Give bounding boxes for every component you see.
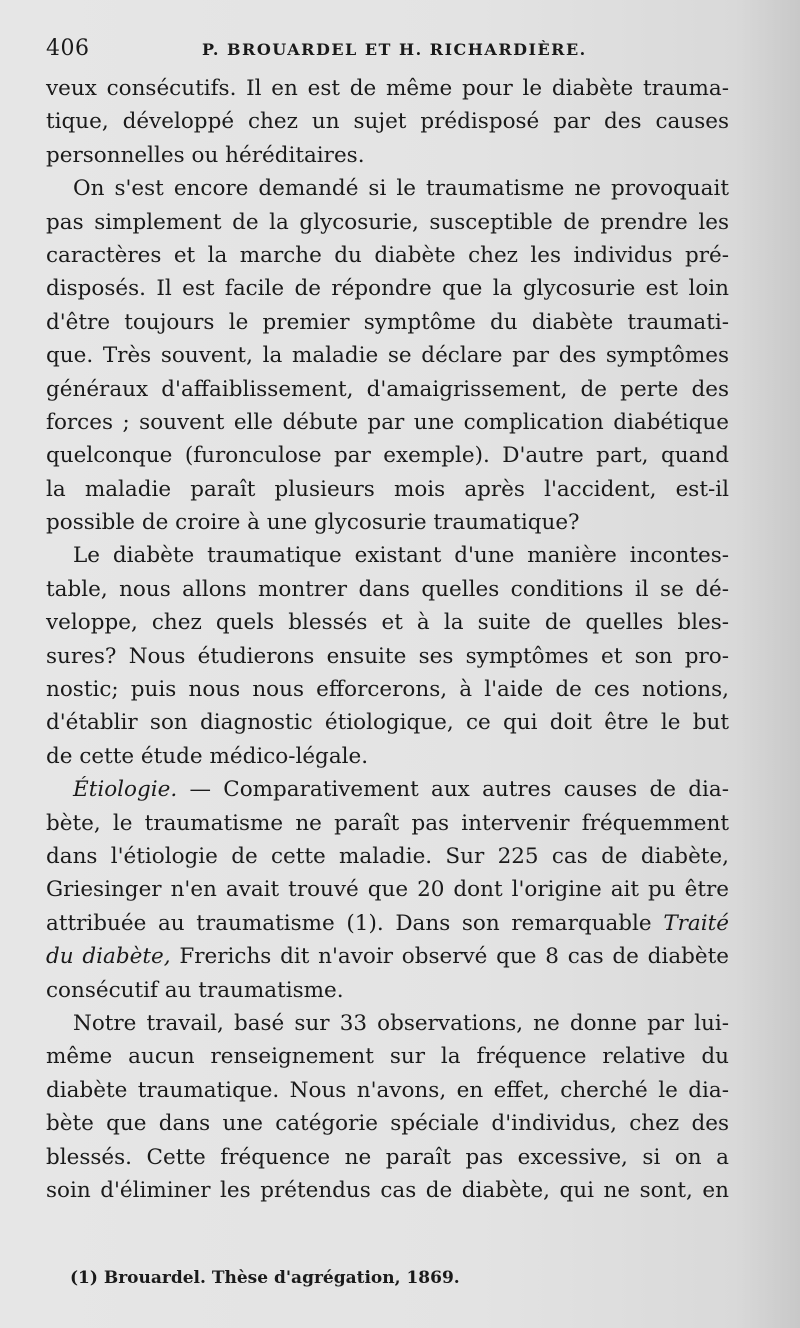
text-line [46,974,729,1007]
text-line [46,873,729,906]
text-line [46,439,729,472]
line-text: Frerichs dit n'avoir observé que 8 cas de diabète [170,944,729,970]
line-text: tique, développé chez un sujet prédisposé par des causes [46,109,729,135]
text-line [46,105,729,138]
line-text: quelconque (furonculose par exemple). D'autre part, quand [46,443,729,469]
text-line [46,306,729,339]
page-number: 406 [46,36,90,61]
line-text: même aucun renseignement sur la fréquence relative du [46,1044,729,1070]
text-line [46,272,729,305]
text-line [46,139,729,172]
line-text: disposés. Il est facile de répondre que la glycosurie est loin [46,276,729,302]
text-line [46,506,729,539]
line-text: bète que dans une catégorie spéciale d'individus, chez des [46,1111,729,1137]
text-line [46,539,729,572]
line-text: d'être toujours le premier symptôme du diabète traumati- [46,309,729,335]
line-text: diabète traumatique. Nous n'avons, en effet, cherché le dia- [46,1077,729,1103]
line-text: Le diabète traumatique existant d'une manière incontes- [73,543,729,569]
line-text: blessés. Cette fréquence ne paraît pas excessive, si on a [46,1144,729,1170]
text-line [46,473,729,506]
text-line [46,1007,729,1040]
line-text: d'établir son diagnostic étiologique, ce qui doit être le but [46,710,729,736]
line-text: Notre travail, basé sur 33 observations, ne donne par lui- [73,1010,729,1036]
line-text: attribuée au traumatisme (1). Dans son remarquable [46,910,664,936]
line-text: sures? Nous étudierons ensuite ses symptômes et son pro- [46,643,729,669]
line-text: — Comparativement aux autres causes de dia- [177,777,729,803]
text-line [46,773,729,806]
text-line [46,1040,729,1073]
text-line [46,706,729,739]
text-line [46,406,729,439]
text-line [46,673,729,706]
line-text: nostic; puis nous nous efforcerons, à l'aide de ces notions, [46,677,729,703]
line-text: On s'est encore demandé si le traumatisme ne provoquait [73,176,729,202]
text-line [46,1174,729,1207]
body-text [46,72,729,1207]
line-text: forces ; souvent elle débute par une complication diabétique [46,409,729,435]
text-line [46,740,729,773]
text-line [46,172,729,205]
line-text: consécutif au traumatisme. [46,977,344,1003]
line-text: caractères et la marche du diabète chez les individus pré- [46,242,729,268]
text-line [46,1074,729,1107]
line-text: la maladie paraît plusieurs mois après l'accident, est-il [46,476,729,502]
line-text: veux consécutifs. Il en est de même pour le diabète trauma- [46,76,729,101]
italic-text: Étiologie. [73,777,178,803]
text-line [46,72,729,105]
footnote: (1) Brouardel. Thèse d'agrégation, 1869. [70,1268,460,1288]
page-header [46,36,728,70]
text-line [46,807,729,840]
line-text: bète, le traumatisme ne paraît pas intervenir fréquemment [46,810,729,836]
text-line [46,1141,729,1174]
line-text: soin d'éliminer les prétendus cas de diabète, qui ne sont, en [46,1177,729,1203]
line-text: généraux d'affaiblissement, d'amaigrissement, de perte des [46,376,729,402]
text-line [46,1107,729,1140]
line-text: pas simplement de la glycosurie, susceptible de prendre les [46,209,729,235]
line-text: de cette étude médico-légale. [46,743,369,769]
line-text: dans l'étiologie de cette maladie. Sur 225 cas de diabète, [46,843,729,869]
text-line [46,640,729,673]
line-text: personnelles ou héréditaires. [46,142,365,168]
text-line [46,940,729,973]
line-text: possible de croire à une glycosurie traumatique? [46,510,580,536]
line-text: que. Très souvent, la maladie se déclare par des symptômes [46,343,729,369]
text-line [46,573,729,606]
line-text: table, nous allons montrer dans quelles conditions il se dé- [46,576,729,602]
italic-text: Traité [663,910,729,936]
line-text: Griesinger n'en avait trouvé que 20 dont l'origine ait pu être [46,877,729,903]
text-line [46,840,729,873]
text-line [46,907,729,940]
text-line [46,373,729,406]
italic-text: du diabète, [46,944,171,970]
running-head: P. BROUARDEL ET H. RICHARDIÈRE. [202,40,587,59]
text-line [46,606,729,639]
text-line [46,239,729,272]
text-line [46,339,729,372]
text-line [46,206,729,239]
line-text: veloppe, chez quels blessés et à la suite de quelles bles- [46,610,729,636]
